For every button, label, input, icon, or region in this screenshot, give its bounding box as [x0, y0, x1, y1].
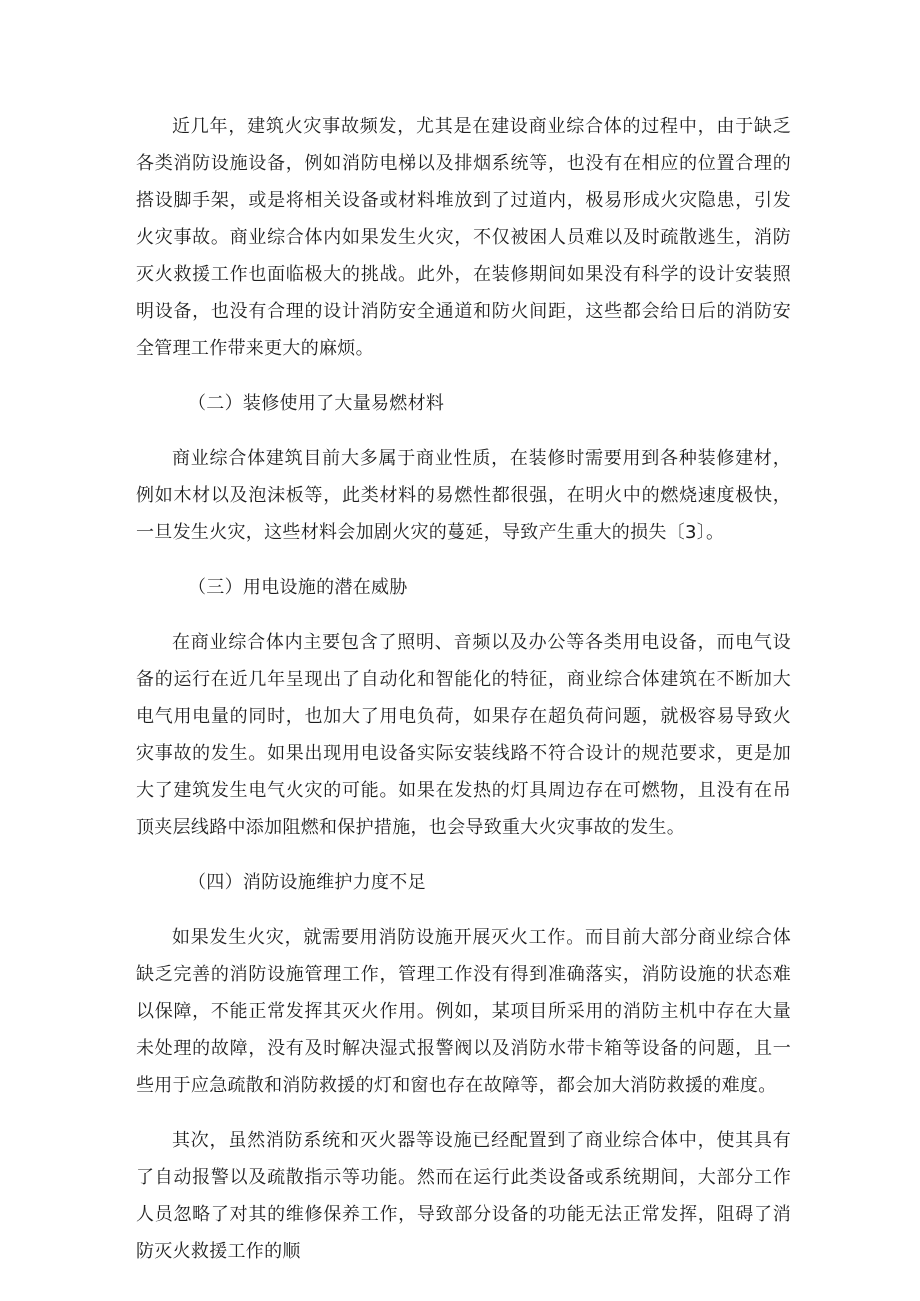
section-heading-maintenance: （四）消防设施维护力度不足 — [188, 872, 426, 893]
paragraph-maintenance: 如果发生火灾，就需要用消防设施开展灭火工作。而目前大部分商业综合体缺乏完善的消防设施管理工作，管理工作没有得到准确落实，消防设施的状态难以保障，不能正常发挥其灭火作用。例如，某项目所采用的消防主机中存在大量未处理的故障，没有及时解决湿式报警阀以及消防水带卡箱等设备的问题，且一些用于应急疏散和消防救援的灯和窗也存在故障等，都会加大消防救援的难度。 — [136, 927, 791, 1096]
paragraph-electrical-threats: 在商业综合体内主要包含了照明、音频以及办公等各类用电设备，而电气设备的运行在近几年呈现出了自动化和智能化的特征，商业综合体建筑在不断加大电气用电量的同时，也加大了用电负荷，如果存在超负荷问题，就极容易导致火灾事故的发生。如果出现用电设备实际安装线路不符合设计的规范要求，更是加大了建筑发生电气火灾的可能。如果在发热的灯具周边存在可燃物，且没有在吊顶夹层线路中添加阻燃和保护措施，也会导致重大火灾事故的发生。 — [136, 632, 791, 838]
paragraph-secondly: 其次，虽然消防系统和灭火器等设施已经配置到了商业综合体中，使其具有了自动报警以及疏散指示等功能。然而在运行此类设备或系统期间，大部分工作人员忽略了对其的维修保养工作，导致部分设备的功能无法正常发挥，阻碍了消防灭火救援工作的顺 — [136, 1130, 791, 1262]
document-body — [136, 108, 791, 1288]
paragraph-fire-hazards-construction: 近几年，建筑火灾事故频发，尤其是在建设商业综合体的过程中，由于缺乏各类消防设施设备，例如消防电梯以及排烟系统等，也没有在相应的位置合理的搭设脚手架，或是将相关设备或材料堆放到了过道内，极易形成火灾隐患，引发火灾事故。商业综合体内如果发生火灾，不仅被困人员难以及时疏散逃生，消防灭火救援工作也面临极大的挑战。此外，在装修期间如果没有科学的设计安装照明设备，也没有合理的设计消防安全通道和防火间距，这些都会给日后的消防安全管理工作带来更大的麻烦。 — [136, 116, 791, 359]
paragraph-flammable-materials: 商业综合体建筑目前大多属于商业性质，在装修时需要用到各种装修建材，例如木材以及泡沫板等，此类材料的易燃性都很强，在明火中的燃烧速度极快，一旦发生火灾，这些材料会加剧火灾的蔓延，导致产生重大的损失〔3〕。 — [136, 448, 791, 543]
section-heading-flammable-materials: （二）装修使用了大量易燃材料 — [188, 393, 445, 414]
section-heading-electrical-threats: （三）用电设施的潜在威胁 — [188, 577, 408, 598]
